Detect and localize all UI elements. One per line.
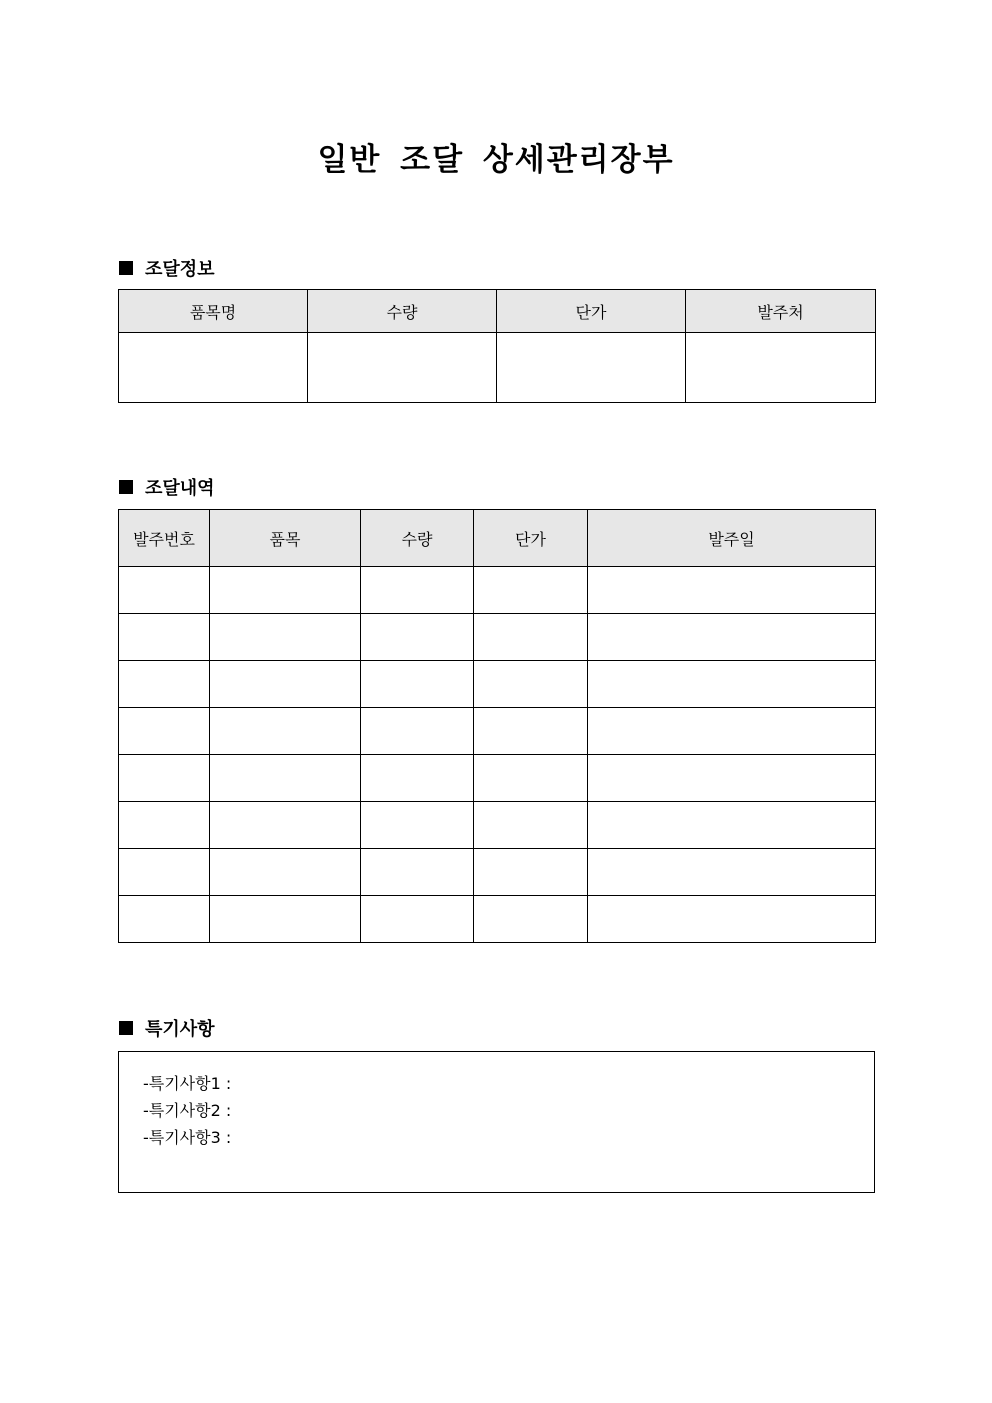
table-cell[interactable]: [210, 802, 361, 849]
section-heading-label: 특기사항: [145, 1019, 215, 1040]
special-note-item: -특기사항3 :: [143, 1128, 232, 1147]
table-cell[interactable]: [308, 333, 497, 403]
table-cell[interactable]: [588, 708, 876, 755]
table-cell[interactable]: [474, 755, 588, 802]
table-cell[interactable]: [210, 614, 361, 661]
table-cell[interactable]: [361, 755, 474, 802]
table-header-row: [119, 290, 876, 333]
document-title: 일반 조달 상세관리장부: [317, 142, 675, 178]
column-header-quantity: 수량: [308, 290, 497, 333]
table-cell[interactable]: [119, 896, 210, 943]
table-cell[interactable]: [361, 896, 474, 943]
table-cell[interactable]: [119, 614, 210, 661]
table-cell[interactable]: [588, 849, 876, 896]
table-row: [119, 567, 876, 614]
table-cell[interactable]: [588, 614, 876, 661]
table-cell[interactable]: [210, 567, 361, 614]
table-cell[interactable]: [119, 755, 210, 802]
table-cell[interactable]: [474, 567, 588, 614]
table-cell[interactable]: [588, 896, 876, 943]
table-header-row: [119, 510, 876, 567]
column-header-client: 발주처: [686, 290, 876, 333]
table-cell[interactable]: [474, 708, 588, 755]
table-cell[interactable]: [210, 849, 361, 896]
table-row: [119, 896, 876, 943]
table-cell[interactable]: [497, 333, 686, 403]
column-header-unit-price: 단가: [497, 290, 686, 333]
column-header-order-date: 발주일: [588, 510, 876, 567]
special-notes-box[interactable]: [118, 1051, 875, 1193]
column-header-quantity: 수량: [361, 510, 474, 567]
table-cell[interactable]: [361, 567, 474, 614]
table-cell[interactable]: [361, 849, 474, 896]
table-cell[interactable]: [119, 849, 210, 896]
table-row: [119, 755, 876, 802]
column-header-item-name: 품목명: [119, 290, 308, 333]
table-cell[interactable]: [474, 802, 588, 849]
table-row: [119, 708, 876, 755]
table-cell[interactable]: [119, 708, 210, 755]
table-cell[interactable]: [588, 802, 876, 849]
table-row: [119, 802, 876, 849]
table-row: [119, 661, 876, 708]
table-cell[interactable]: [210, 755, 361, 802]
procurement-info-table: [118, 289, 876, 403]
table-cell[interactable]: [210, 708, 361, 755]
table-cell[interactable]: [119, 802, 210, 849]
square-bullet-icon: [119, 261, 133, 275]
column-header-order-number: 발주번호: [119, 510, 210, 567]
special-note-item: -특기사항1 :: [143, 1074, 232, 1093]
table-cell[interactable]: [588, 567, 876, 614]
table-cell[interactable]: [686, 333, 876, 403]
table-cell[interactable]: [588, 755, 876, 802]
column-header-unit-price: 단가: [474, 510, 588, 567]
table-cell[interactable]: [210, 661, 361, 708]
table-row: [119, 849, 876, 896]
table-cell[interactable]: [474, 614, 588, 661]
table-cell[interactable]: [474, 661, 588, 708]
section-heading-procurement-info: [119, 255, 215, 281]
table-cell[interactable]: [588, 661, 876, 708]
table-cell[interactable]: [361, 802, 474, 849]
table-cell[interactable]: [474, 896, 588, 943]
table-cell[interactable]: [361, 614, 474, 661]
column-header-item: 품목: [210, 510, 361, 567]
table-cell[interactable]: [474, 849, 588, 896]
section-heading-label: 조달정보: [145, 259, 215, 280]
table-cell[interactable]: [119, 661, 210, 708]
special-note-item: -특기사항2 :: [143, 1101, 232, 1120]
table-cell[interactable]: [210, 896, 361, 943]
table-cell[interactable]: [119, 333, 308, 403]
square-bullet-icon: [119, 1021, 133, 1035]
section-heading-label: 조달내역: [145, 478, 215, 499]
table-row: [119, 333, 876, 403]
section-heading-special-notes: [119, 1015, 215, 1041]
special-notes-list: [143, 1070, 231, 1151]
table-cell[interactable]: [119, 567, 210, 614]
table-cell[interactable]: [361, 708, 474, 755]
section-heading-procurement-details: [119, 474, 215, 500]
procurement-details-table: [118, 509, 876, 943]
square-bullet-icon: [119, 480, 133, 494]
table-cell[interactable]: [361, 661, 474, 708]
table-row: [119, 614, 876, 661]
